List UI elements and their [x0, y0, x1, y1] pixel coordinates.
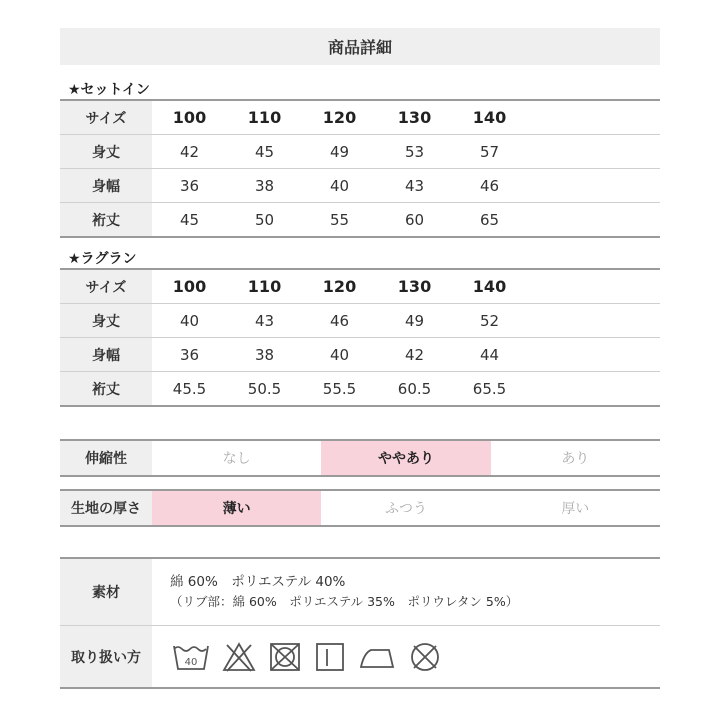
row-header: サイズ [60, 269, 152, 304]
row-header: 身幅 [60, 169, 152, 203]
size-cell: 130 [377, 269, 452, 304]
raglan-size-table [60, 268, 660, 407]
thickness-label: 生地の厚さ [60, 491, 152, 525]
raglan-label: ★ラグラン [68, 251, 137, 267]
size-cell: 100 [152, 100, 227, 135]
measure-cell: 38 [227, 338, 302, 372]
measure-cell: 65.5 [472, 379, 507, 398]
size-cell: 140 [452, 100, 527, 135]
measure-cell: 60 [404, 210, 425, 229]
size-cell: 100 [152, 269, 227, 304]
care-label: 取り扱い方 [60, 626, 152, 689]
material-row [60, 558, 660, 626]
measure-cell: 45 [179, 210, 200, 229]
measure-cell: 49 [302, 135, 377, 169]
measure-cell: 42 [377, 338, 452, 372]
stretch-option: ややあり [321, 441, 490, 475]
measure-cell: 53 [377, 135, 452, 169]
wash-40-icon [172, 641, 210, 673]
measure-cell: 42 [152, 135, 227, 169]
material-care-table [60, 557, 660, 689]
page-title: 商品詳細 [60, 28, 660, 65]
measure-cell: 57 [452, 135, 527, 169]
measure-cell: 52 [452, 304, 527, 338]
set-in-label: ★セットイン [68, 82, 150, 98]
material-composition: 綿 60% ポリエステル 40% [170, 574, 346, 590]
table-row [60, 338, 660, 372]
no-dry-clean-icon [408, 641, 442, 673]
measure-cell: 60.5 [397, 379, 432, 398]
measure-cell: 45.5 [172, 379, 207, 398]
row-header: 身丈 [60, 135, 152, 169]
measure-cell: 44 [452, 338, 527, 372]
measure-cell: 40 [302, 338, 377, 372]
measure-cell: 40 [302, 169, 377, 203]
material-label: 素材 [60, 558, 152, 626]
stretch-label: 伸縮性 [60, 441, 152, 475]
thickness-option: 厚い [561, 501, 590, 517]
measure-cell: 49 [377, 304, 452, 338]
measure-cell: 36 [152, 169, 227, 203]
measure-cell: 55.5 [322, 379, 357, 398]
measure-cell: 36 [152, 338, 227, 372]
measure-cell: 55 [329, 210, 350, 229]
stretch-option: あり [561, 451, 590, 467]
size-cell: 130 [377, 100, 452, 135]
measure-cell: 43 [377, 169, 452, 203]
set-in-size-table [60, 99, 660, 238]
size-cell: 110 [227, 100, 302, 135]
wash-temp-label: 40 [184, 656, 198, 668]
stretch-meter [60, 439, 660, 477]
measure-cell: 50 [254, 210, 275, 229]
row-header: 裄丈 [60, 203, 152, 238]
measure-cell: 40 [152, 304, 227, 338]
low-iron-icon [358, 641, 396, 673]
stretch-option: なし [222, 451, 251, 467]
row-header: 身幅 [60, 338, 152, 372]
measure-cell: 46 [302, 304, 377, 338]
line-dry-icon [314, 641, 346, 673]
measure-cell: 38 [227, 169, 302, 203]
size-cell: 140 [452, 269, 527, 304]
size-cell: 110 [227, 269, 302, 304]
table-row [60, 372, 660, 407]
size-cell: 120 [302, 269, 377, 304]
size-header-row [60, 100, 660, 135]
no-bleach-icon [222, 641, 256, 673]
measure-cell: 50.5 [247, 379, 282, 398]
row-header: サイズ [60, 100, 152, 135]
size-cell: 120 [302, 100, 377, 135]
thickness-meter [60, 489, 660, 527]
no-tumble-dry-icon [268, 641, 302, 673]
table-row [60, 169, 660, 203]
thickness-option: ふつう [384, 501, 427, 517]
rib-composition: （リブ部：綿 60% ポリエステル 35% ポリウレタン 5%） [170, 594, 519, 609]
care-icons [152, 641, 660, 673]
measure-cell: 65 [479, 210, 500, 229]
table-row [60, 135, 660, 169]
row-header: 裄丈 [60, 372, 152, 407]
measure-cell: 43 [227, 304, 302, 338]
care-row [60, 626, 660, 689]
table-row [60, 304, 660, 338]
thickness-option: 薄い [152, 491, 321, 525]
measure-cell: 46 [452, 169, 527, 203]
size-header-row [60, 269, 660, 304]
table-row [60, 203, 660, 238]
row-header: 身丈 [60, 304, 152, 338]
measure-cell: 45 [227, 135, 302, 169]
